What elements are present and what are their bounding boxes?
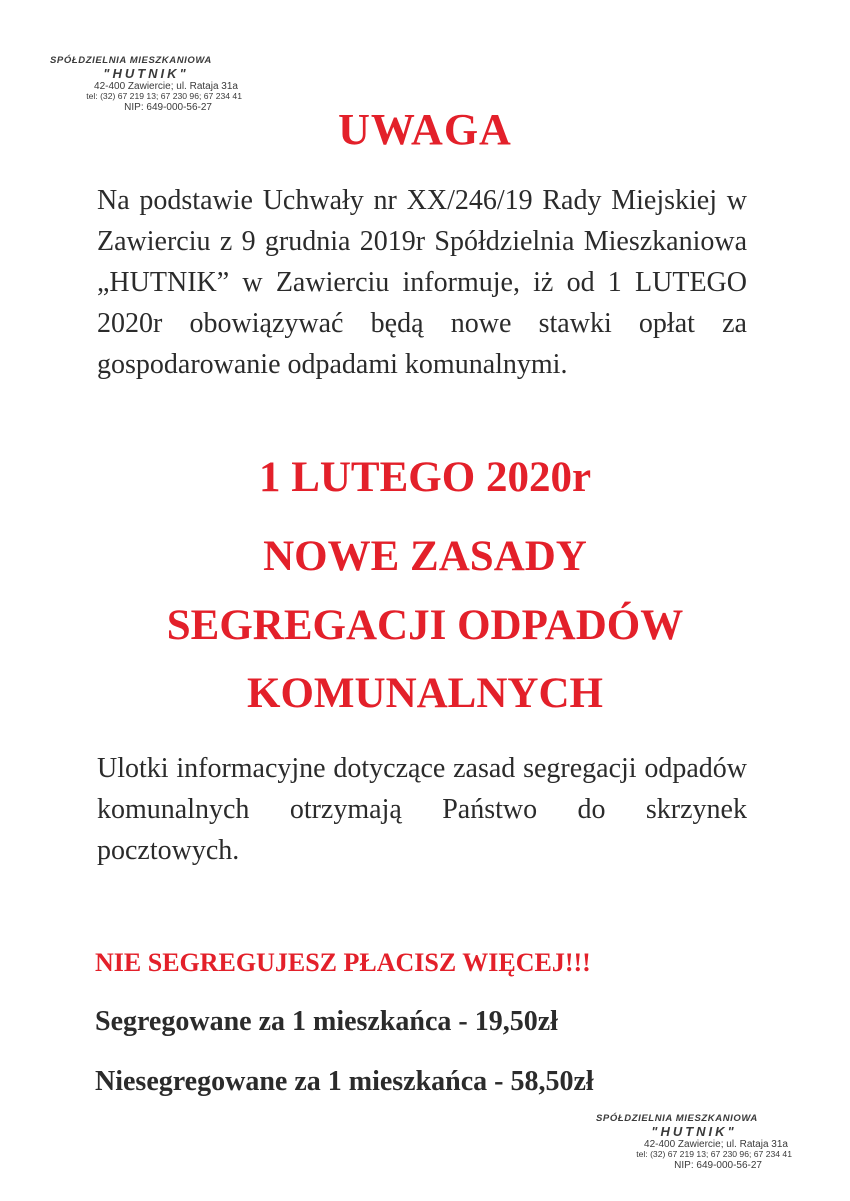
intro-paragraph: Na podstawie Uchwały nr XX/246/19 Rady Miejskiej w Zawierciu z 9 grudnia 2019r Spółdzielnia Mieszkaniowa „HUTNIK” w Zawierciu informuje, iż od 1 LUTEGO 2020r obowiązywać będą nowe stawki opłat za gospodarowanie odpadami komunalnymi. <box>97 185 747 380</box>
stamp-phone: tel: (32) 67 219 13; 67 230 96; 67 234 41 <box>636 1149 792 1160</box>
price-unsegregated: Niesegregowane za 1 mieszkańca - 58,50zł <box>95 1066 594 1097</box>
cooperative-stamp-bottom <box>596 1114 792 1171</box>
stamp-nip: NIP: 649-000-56-27 <box>674 1159 762 1171</box>
stamp-address: 42-400 Zawiercie; ul. Rataja 31a <box>94 81 238 93</box>
stamp-cooperative-name: SPÓŁDZIELNIA MIESZKANIOWA <box>596 1113 758 1124</box>
rules-heading-line-3: KOMUNALNYCH <box>247 670 603 717</box>
stamp-hutnik-name: "HUTNIK" <box>103 65 189 81</box>
price-segregated: Segregowane za 1 mieszkańca - 19,50zł <box>95 1006 558 1037</box>
stamp-hutnik-name: "HUTNIK" <box>651 1123 737 1139</box>
stamp-nip: NIP: 649-000-56-27 <box>124 101 212 113</box>
stamp-address: 42-400 Zawiercie; ul. Rataja 31a <box>644 1139 788 1151</box>
stamp-phone: tel: (32) 67 219 13; 67 230 96; 67 234 41 <box>86 91 242 102</box>
stamp-cooperative-name: SPÓŁDZIELNIA MIESZKANIOWA <box>50 55 212 66</box>
rules-heading-line-2: SEGREGACJI ODPADÓW <box>166 602 684 649</box>
rules-heading-line-1: NOWE ZASADY <box>263 533 587 580</box>
notice-title: UWAGA <box>338 105 512 154</box>
warning-text: NIE SEGREGUJESZ PŁACISZ WIĘCEJ!!! <box>95 948 591 977</box>
leaflet-paragraph: Ulotki informacyjne dotyczące zasad segregacji odpadów komunalnych otrzymają Państwo do skrzynek pocztowych. <box>97 753 747 866</box>
date-heading: 1 LUTEGO 2020r <box>258 454 592 501</box>
